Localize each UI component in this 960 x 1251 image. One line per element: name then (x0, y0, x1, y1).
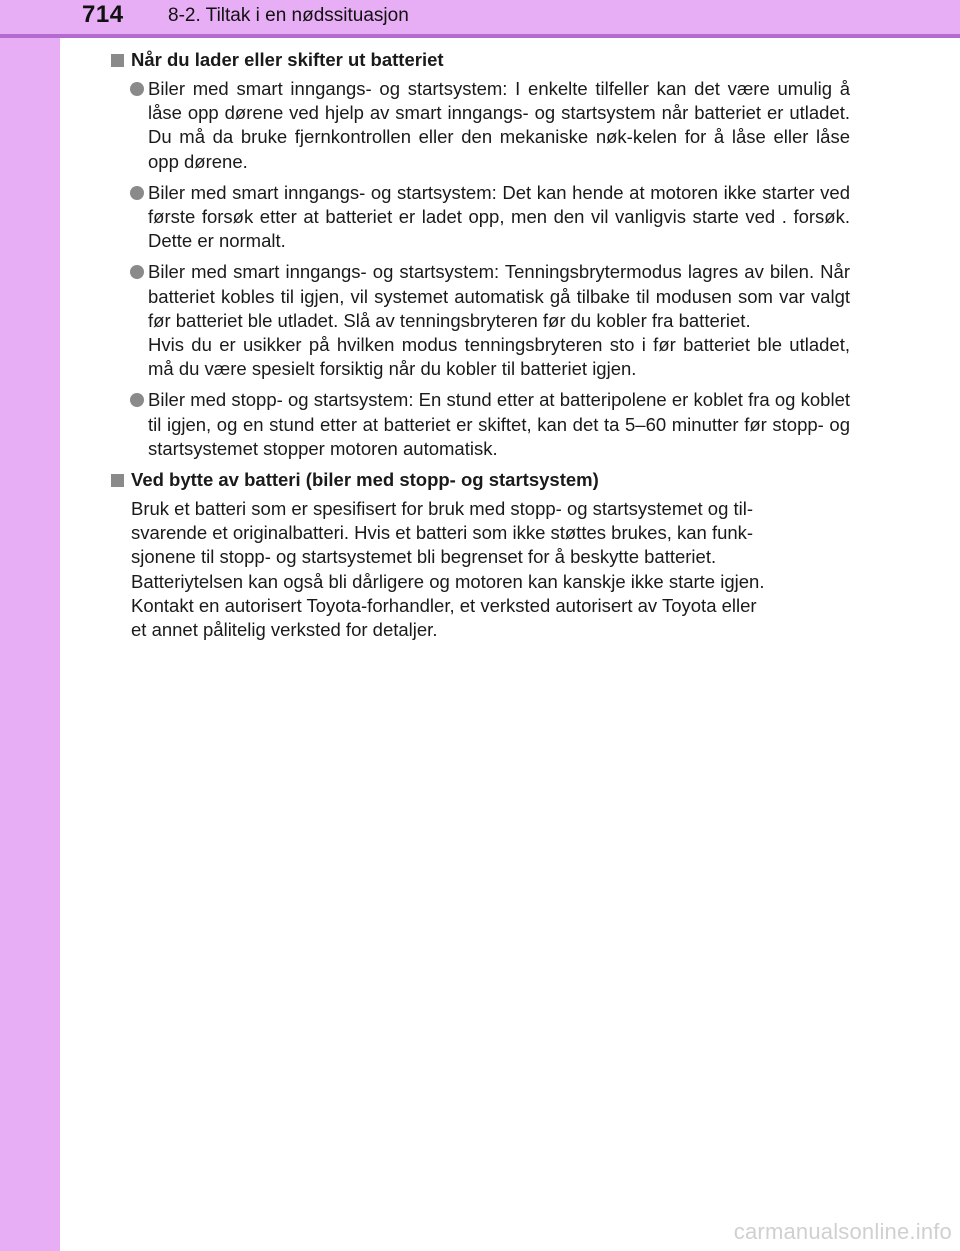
page-content (110, 48, 850, 642)
body-line: et annet pålitelig verksted for detaljer. (131, 619, 438, 641)
list-item (110, 388, 850, 461)
list-item-text: Biler med stopp- og startsystem: En stund etter at batteripolene er koblet fra og koblet til igjen, og en stund etter at batteriet er skiftet, kan det ta 5–60 minutter før stopp- og startsystemet stopper motoren automatisk. (148, 389, 850, 459)
body-line: sjonene til stopp- og startsystemet bli begrenset for å beskytte batteriet. (131, 546, 717, 568)
list-item (110, 181, 850, 254)
list-item-text: Biler med smart inngangs- og startsystem: I enkelte tilfeller kan det være umulig å låse opp dørene ved hjelp av smart inngangs- og startsystem når batteriet er utladet. Du må da bruke fjernkontrollen eller den mekaniske nøk-kelen for å låse eller låse opp dørene. (148, 78, 850, 172)
square-bullet-icon (111, 474, 124, 487)
round-bullet-icon (130, 265, 144, 279)
header-color-band (0, 0, 960, 36)
chapter-title: 8-2. Tiltak i en nødssituasjon (168, 5, 409, 26)
list-item (110, 260, 850, 381)
section-heading-text: Når du lader eller skifter ut batteriet (131, 49, 444, 70)
header-rule (0, 34, 960, 38)
list-item-text: Biler med smart inngangs- og startsystem: Det kan hende at motoren ikke starter ved første forsøk etter at batteriet er ladet opp, men den vil vanligvis starte ved . forsøk. Dette er normalt. (148, 181, 850, 252)
square-bullet-icon (111, 54, 124, 67)
page-number: 714 (82, 1, 124, 28)
list-item-text: Hvis du er usikker på hvilken modus tenningsbryteren sto i før batteriet ble utladet, må du være spesielt forsiktig når du kobler til batteriet igjen. (148, 334, 850, 380)
round-bullet-icon (130, 186, 144, 200)
body-line: svarende et originalbatteri. Hvis et batteri som ikke støttes brukes, kan funk- (131, 522, 754, 544)
section-heading-charging (110, 48, 850, 72)
section-heading-text: Ved bytte av batteri (biler med stopp- og startsystem) (131, 469, 599, 491)
section-heading-battery-replacement (110, 468, 850, 492)
body-line: Kontakt en autorisert Toyota-forhandler, et verksted autorisert av Toyota eller (131, 594, 757, 616)
round-bullet-icon (130, 393, 144, 407)
round-bullet-icon (130, 82, 144, 96)
section-body (110, 497, 850, 642)
list-item-text: Biler med smart inngangs- og startsystem: Tenningsbrytermodus lagres av bilen. Når batteriet kobles til igjen, vil systemet automatisk gå tilbake til modusen som var valgt før batteriet ble utladet. Slå av tenningsbryteren før du kobler fra batteriet. (148, 261, 850, 331)
side-color-band (0, 0, 60, 1251)
body-line: Batteriytelsen kan også bli dårligere og motoren kan kanskje ikke starte igjen. (131, 570, 765, 592)
body-line: Bruk et batteri som er spesifisert for bruk med stopp- og startsystemet og til- (131, 498, 754, 520)
list-item (110, 77, 850, 174)
footer-watermark: carmanualsonline.info (733, 1219, 952, 1244)
